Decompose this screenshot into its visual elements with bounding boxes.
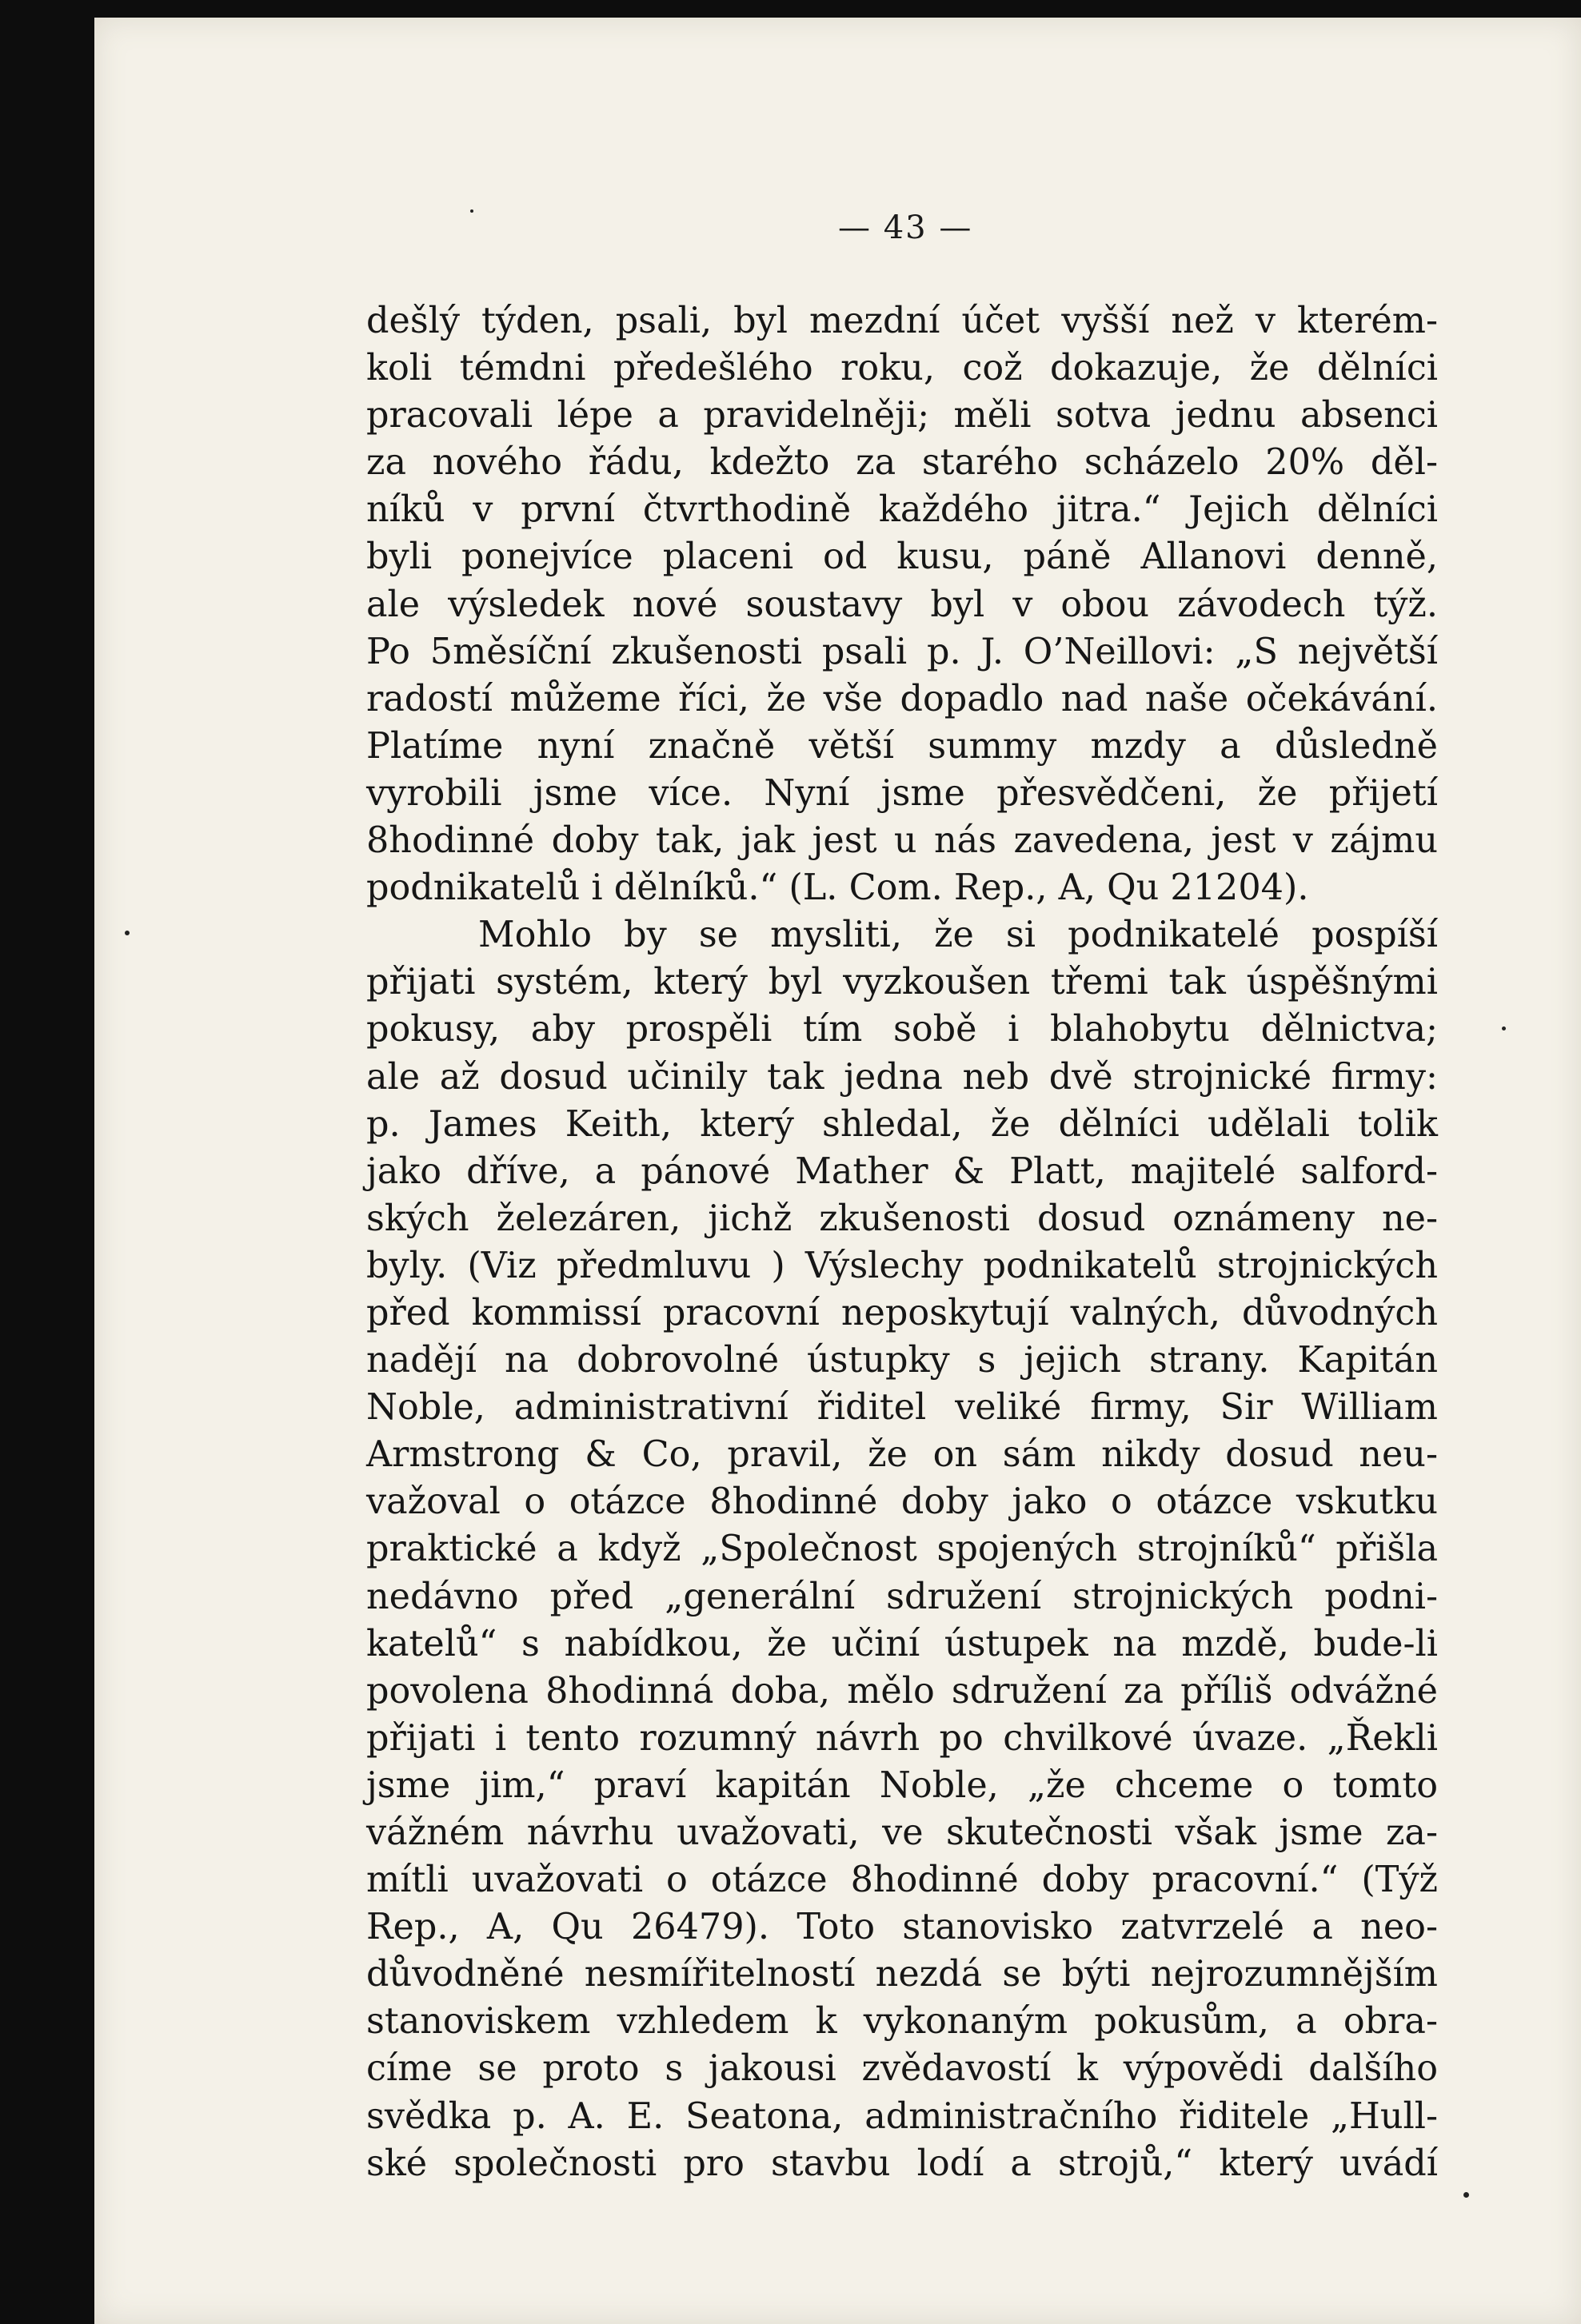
text-line: důvodněné nesmířitelností nezdá se býti nejrozumnějším [366, 1954, 1438, 1995]
text-line: Po 5měsíční zkušenosti psali p. J. O’Neillovi: „S největší [366, 631, 1438, 672]
text-line: jako dříve, a pánové Mather & Platt, majitelé salford- [366, 1150, 1438, 1192]
ink-speck [1463, 2192, 1469, 2198]
book-page [94, 18, 1581, 2324]
text-line: níků v první čtvrthodině každého jitra.“ Jejich dělníci [366, 489, 1438, 531]
text-line: nedávno před „generální sdružení strojnických podni- [366, 1576, 1438, 1617]
page-number: — 43 — [838, 209, 973, 246]
body-text [366, 297, 1438, 2187]
text-line: ských železáren, jichž zkušenosti dosud oznámeny ne- [366, 1198, 1438, 1239]
text-line: vážném návrhu uvažovati, ve skutečnosti však jsme za- [366, 1812, 1438, 1853]
text-line: pokusy, aby prospěli tím sobě i blahobytu dělnictva; [366, 1009, 1438, 1050]
text-line: Noble, administrativní řiditel veliké firmy, Sir William [366, 1387, 1438, 1429]
text-line: Rep., A, Qu 26479). Toto stanovisko zatvrzelé a neo- [366, 1907, 1438, 1948]
text-line: važoval o otázce 8hodinné doby jako o otázce vskutku [366, 1481, 1438, 1523]
text-line: Mohlo by se mysliti, že si podnikatelé pospíší [478, 915, 1438, 956]
text-line: katelů“ s nabídkou, že učiní ústupek na mzdě, bude-li [366, 1623, 1438, 1664]
text-line: ské společnosti pro stavbu lodí a strojů,“ který uvádí [366, 2143, 1438, 2184]
text-line: ale výsledek nové soustavy byl v obou závodech týž. [366, 584, 1438, 625]
text-line: dešlý týden, psali, byl mezdní účet vyšší než v kterém- [366, 301, 1438, 341]
text-line: povolena 8hodinná doba, mělo sdružení za příliš odvážné [366, 1670, 1438, 1712]
text-line: stanoviskem vzhledem k vykonaným pokusům, a obra- [366, 2001, 1438, 2043]
text-line: p. James Keith, který shledal, že dělníci udělali tolik [366, 1103, 1438, 1145]
text-line: byly. (Viz předmluvu ) Výslechy podnikatelů strojnických [366, 1245, 1438, 1286]
text-line: byli ponejvíce placeni od kusu, páně Allanovi denně, [366, 536, 1438, 578]
text-line: címe se proto s jakousi zvědavostí k výpovědi dalšího [366, 2048, 1438, 2090]
text-line: praktické a když „Společnost spojených strojníků“ přišla [366, 1529, 1438, 1570]
ink-speck [470, 209, 473, 213]
text-line: nadějí na dobrovolné ústupky s jejich strany. Kapitán [366, 1340, 1438, 1381]
text-line: 8hodinné doby tak, jak jest u nás zavedena, jest v zájmu [366, 820, 1438, 862]
text-line: za nového řádu, kdežto za starého scházelo 20% děl- [366, 442, 1438, 484]
text-line: radostí můžeme říci, že vše dopadlo nad naše očekávání. [366, 678, 1438, 720]
text-line: pracovali lépe a pravidelněji; měli sotva jednu absenci [366, 395, 1438, 436]
text-line: ale až dosud učinily tak jedna neb dvě strojnické firmy: [366, 1056, 1438, 1098]
text-line: svědka p. A. E. Seatona, administračního řiditele „Hull- [366, 2095, 1438, 2137]
text-line: Platíme nyní značně větší summy mzdy a důsledně [366, 725, 1438, 767]
ink-speck [125, 931, 130, 935]
text-line: podnikatelů i dělníků.“ (L. Com. Rep., A, Qu 21204). [366, 867, 1309, 909]
text-line: před kommissí pracovní neposkytují valných, důvodných [366, 1292, 1438, 1333]
text-line: koli témdni předešlého roku, což dokazuje, že dělníci [366, 348, 1438, 389]
text-line: Armstrong & Co, pravil, že on sám nikdy dosud neu- [366, 1434, 1438, 1476]
text-line: vyrobili jsme více. Nyní jsme přesvědčeni, že přijetí [366, 772, 1438, 814]
text-line: přijati systém, který byl vyzkoušen třemi tak úspěšnými [366, 962, 1438, 1003]
text-line: přijati i tento rozumný návrh po chvilkové úvaze. „Řekli [366, 1717, 1438, 1759]
text-line: mítli uvažovati o otázce 8hodinné doby pracovní.“ (Týž [366, 1860, 1438, 1901]
text-line: jsme jim,“ praví kapitán Noble, „že chceme o tomto [366, 1764, 1438, 1806]
ink-speck [1502, 1026, 1506, 1030]
